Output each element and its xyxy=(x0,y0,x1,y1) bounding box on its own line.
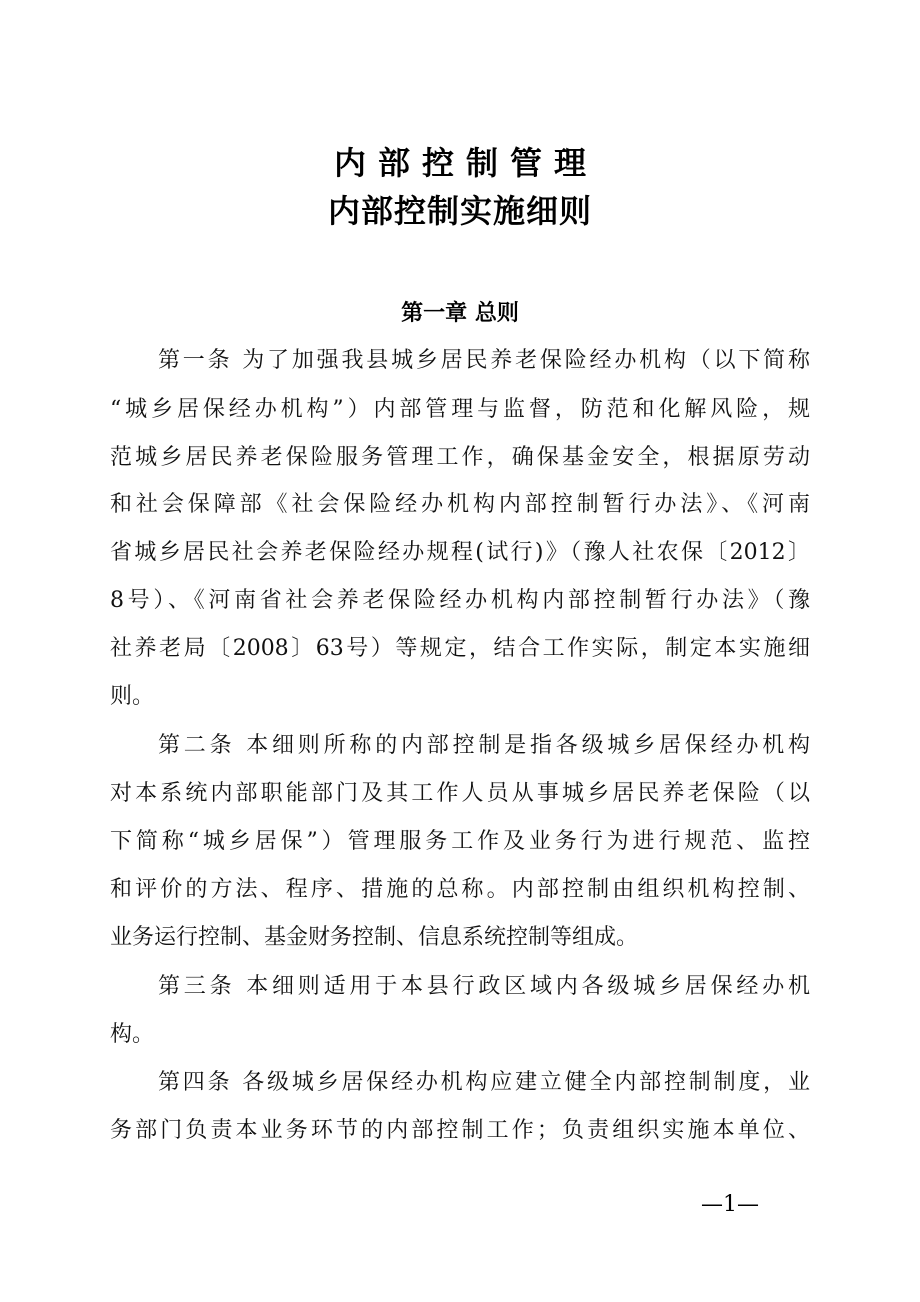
chapter-heading: 第一章 总则 xyxy=(401,301,519,326)
paragraph-line: 业务运行控制、基金财务控制、信息系统控制等组成。 xyxy=(110,925,639,950)
paragraph-line: 第一条 为了加强我县城乡居民养老保险经办机构（以下简称 xyxy=(158,348,810,373)
paragraph-line: 范城乡居民养老保险服务管理工作，确保基金安全，根据原劳动 xyxy=(110,445,810,470)
paragraph-line: 构。 xyxy=(110,1022,155,1047)
paragraph-line: 第三条 本细则适用于本县行政区域内各级城乡居保经办机 xyxy=(158,974,810,999)
paragraph-line: 第四条 各级城乡居保经办机构应建立健全内部控制制度，业 xyxy=(158,1070,810,1095)
paragraph-line: 社养老局〔2008〕63号）等规定，结合工作实际，制定本实施细 xyxy=(110,636,810,661)
paragraph-line: 对本系统内部职能部门及其工作人员从事城乡居民养老保险（以 xyxy=(110,781,810,806)
paragraph-line: 第二条 本细则所称的内部控制是指各级城乡居保经办机构 xyxy=(158,733,810,758)
page-number: —1— xyxy=(701,1192,759,1217)
document-title-line-1: 内部控制管理 xyxy=(333,144,598,182)
document-title-line-2: 内部控制实施细则 xyxy=(327,192,592,230)
paragraph-line: 和评价的方法、程序、措施的总称。内部控制由组织机构控制、 xyxy=(110,877,810,902)
paragraph-line: 8号）、《河南省社会养老保险经办机构内部控制暂行办法》（豫 xyxy=(110,588,810,613)
paragraph-line: 省城乡居民社会养老保险经办规程(试行)》（豫人社农保〔2012〕 xyxy=(110,540,810,565)
paragraph-line: 下简称“城乡居保”）管理服务工作及业务行为进行规范、监控 xyxy=(110,829,810,854)
paragraph-line: “城乡居保经办机构”）内部管理与监督，防范和化解风险，规 xyxy=(110,397,810,422)
paragraph-line: 则。 xyxy=(110,684,155,709)
paragraph-line: 务部门负责本业务环节的内部控制工作；负责组织实施本单位、 xyxy=(110,1118,810,1143)
paragraph-line: 和社会保障部《社会保险经办机构内部控制暂行办法》、《河南 xyxy=(110,492,810,517)
